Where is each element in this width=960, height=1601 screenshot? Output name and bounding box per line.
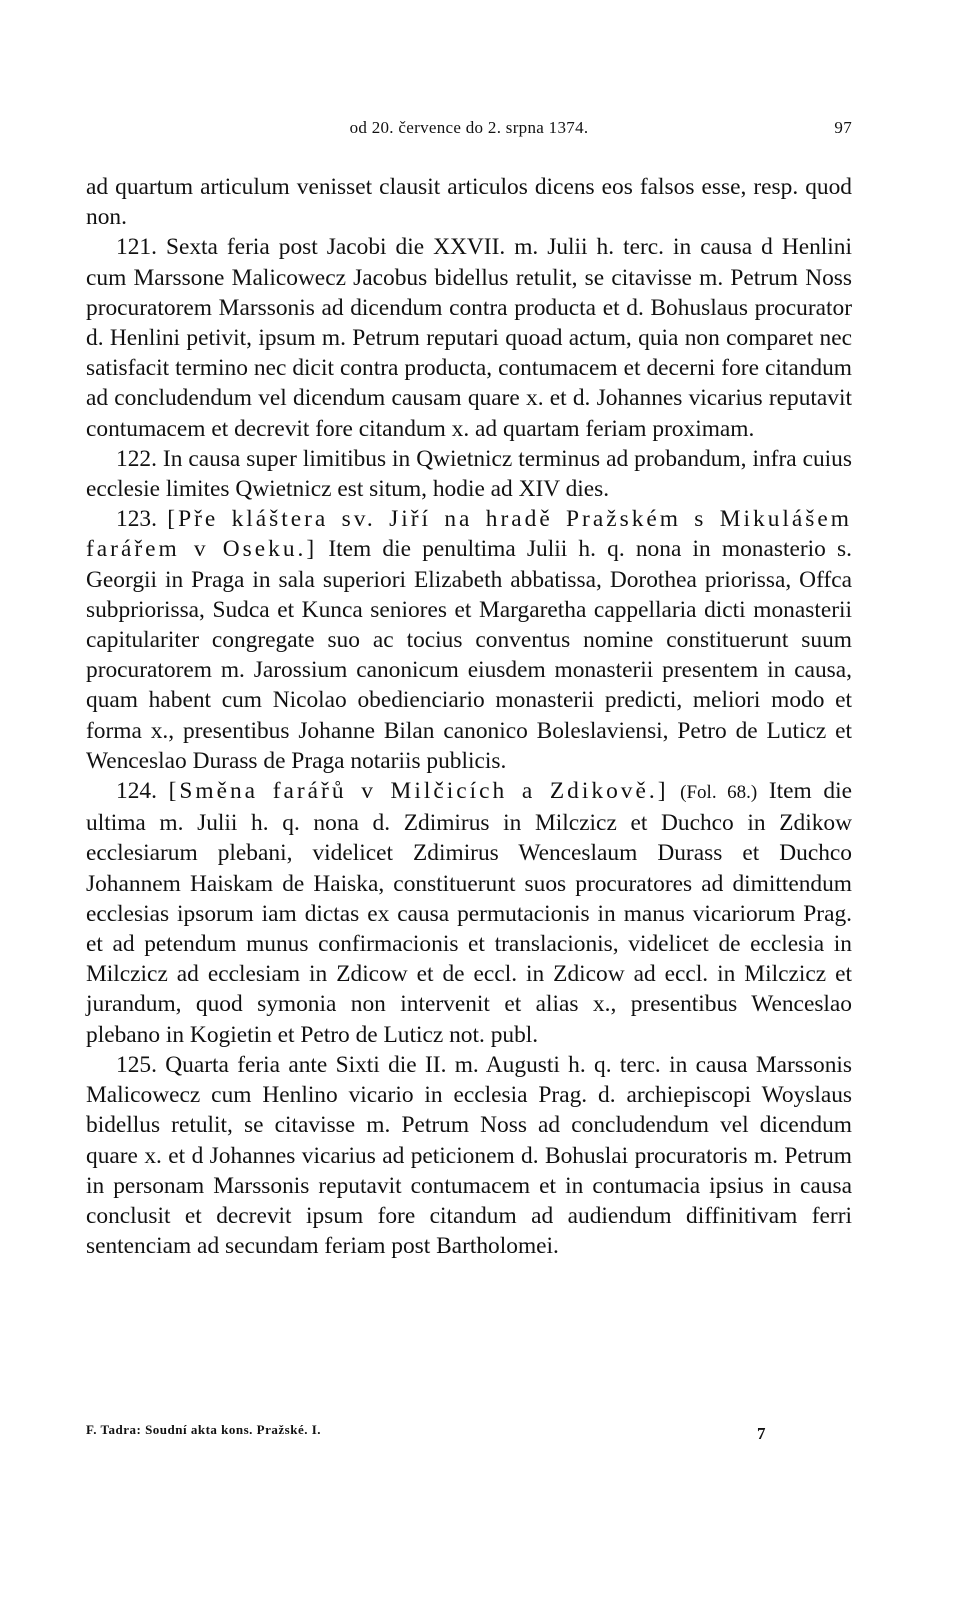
paragraph-text: Item die ultima m. Julii h. q. nona d. Zdimirus in Milczicz et Duchco in Zdikow ecclesiarum plebani, videlicet Zdimirus Wenceslaum Durass et Duchco Johannem Haiskam de Haiska, constituerunt suos procuratores ad dimittendum ecclesias ipsorum iam dictas ex causa permutacionis in manus vicariorum Prag. et ad petendum munus confirmacionis et translacionis, videlicet de ecclesia in Milczicz ad ecclesiam in Zdicow et de eccl. in Zdicow ad eccl. in Milczicz et jurandum, quod symonia non intervenit et alias x., presentibus Wenceslao plebano in Kogietin et Petro de Luticz not. publ. — [86, 778, 852, 1048]
entry-number: 121. — [116, 234, 157, 261]
entry-125 — [86, 1050, 852, 1261]
paragraph-continuation — [86, 172, 852, 232]
entry-number: 123. — [116, 506, 157, 533]
footer-imprint: F. Tadra: Soudní akta kons. Pražské. I. — [86, 1422, 322, 1437]
paragraph-text: In causa super limitibus in Qwietnicz terminus ad probandum, infra cuius ecclesie limites Qwietnicz est situm, hodie ad XIV dies. — [86, 445, 852, 503]
page-footer — [86, 1422, 852, 1452]
paragraph-text: ad quartum articulum venisset clausit articulos dicens eos falsos esse, resp. quod non. — [86, 174, 852, 231]
signature-mark: 7 — [757, 1424, 766, 1443]
entry-124 — [86, 776, 852, 1050]
paragraph-text: Sexta feria post Jacobi die XXVII. m. Julii h. terc. in causa d Henlini cum Marssone Malicowecz Jacobus bidellus retulit, se citavisse m. Petrum Noss procuratorem Marssonis ad dicendum contra producta et d. Bohuslaus procurator d. Henlini petivit, ipsum m. Petrum reputari quoad actum, quia non comparet nec satisfacit termino nec dicit contra producta, contumacem et decerni fore citandum ad concludendum vel dicendum causam quare x. et d. Johannes vicarius reputavit contumacem et decrevit fore citandum x. ad quartam feriam proximam. — [86, 234, 852, 442]
running-title: od 20. července do 2. srpna 1374. — [349, 118, 589, 137]
entry-number: 124. — [116, 778, 157, 805]
entry-122 — [86, 444, 852, 504]
entry-121 — [86, 232, 852, 443]
entry-heading: [Směna farářů v Milčicích a Zdikově.] — [168, 778, 669, 805]
entry-number: 122. — [116, 445, 157, 472]
paragraph-text: Quarta feria ante Sixti die II. m. Augusti h. q. terc. in causa Marssonis Malicowecz cum Henlino vicario in ecclesia Prag. d. archiepiscopi Woyslaus bidellus retulit, se citavisse m. Petrum Noss ad concludendum vel dicendum quare x. et d Johannes vicarius ad peticionem d. Bohuslai procuratoris m. Petrum in personam Marssonis reputavit contumacem et in contumacia ipsius in causa conclusit et decrevit ipsum fore citandum ad audiendum diffinitivam ferri sentenciam ad secundam feriam post Bartholomei. — [86, 1051, 852, 1260]
page-number: 97 — [834, 118, 852, 137]
paragraph-text: Item die penultima Julii h. q. nona in monasterio s. Georgii in Praga in sala superiori Elizabeth abbatissa, Dorothea priorissa, Offca subpriorissa, Sudca et Kunca seniores et Margaretha cappellaria dicti monasterii capitulariter congregate suo ac tocius conventus nomine constituerunt suum procuratorem m. Jarossium canonicum eiusdem monasterii presentem in causa, quam habent cum Nicolao obedienciario monasterii predicti, meliori modo et forma x., presentibus Johanne Bilan canonico Boleslaviensi, Petro de Luticz et Wenceslao Durass de Praga notariis publicis. — [86, 536, 852, 774]
entry-123 — [86, 504, 852, 776]
entry-heading: [Pře kláštera sv. Jiří na hradě Pražském s Mikulášem farářem v Oseku.] — [86, 506, 852, 563]
running-header — [86, 118, 852, 148]
entry-number: 125. — [116, 1051, 157, 1078]
folio-reference: (Fol. 68.) — [680, 782, 758, 804]
body-text — [86, 172, 852, 1261]
